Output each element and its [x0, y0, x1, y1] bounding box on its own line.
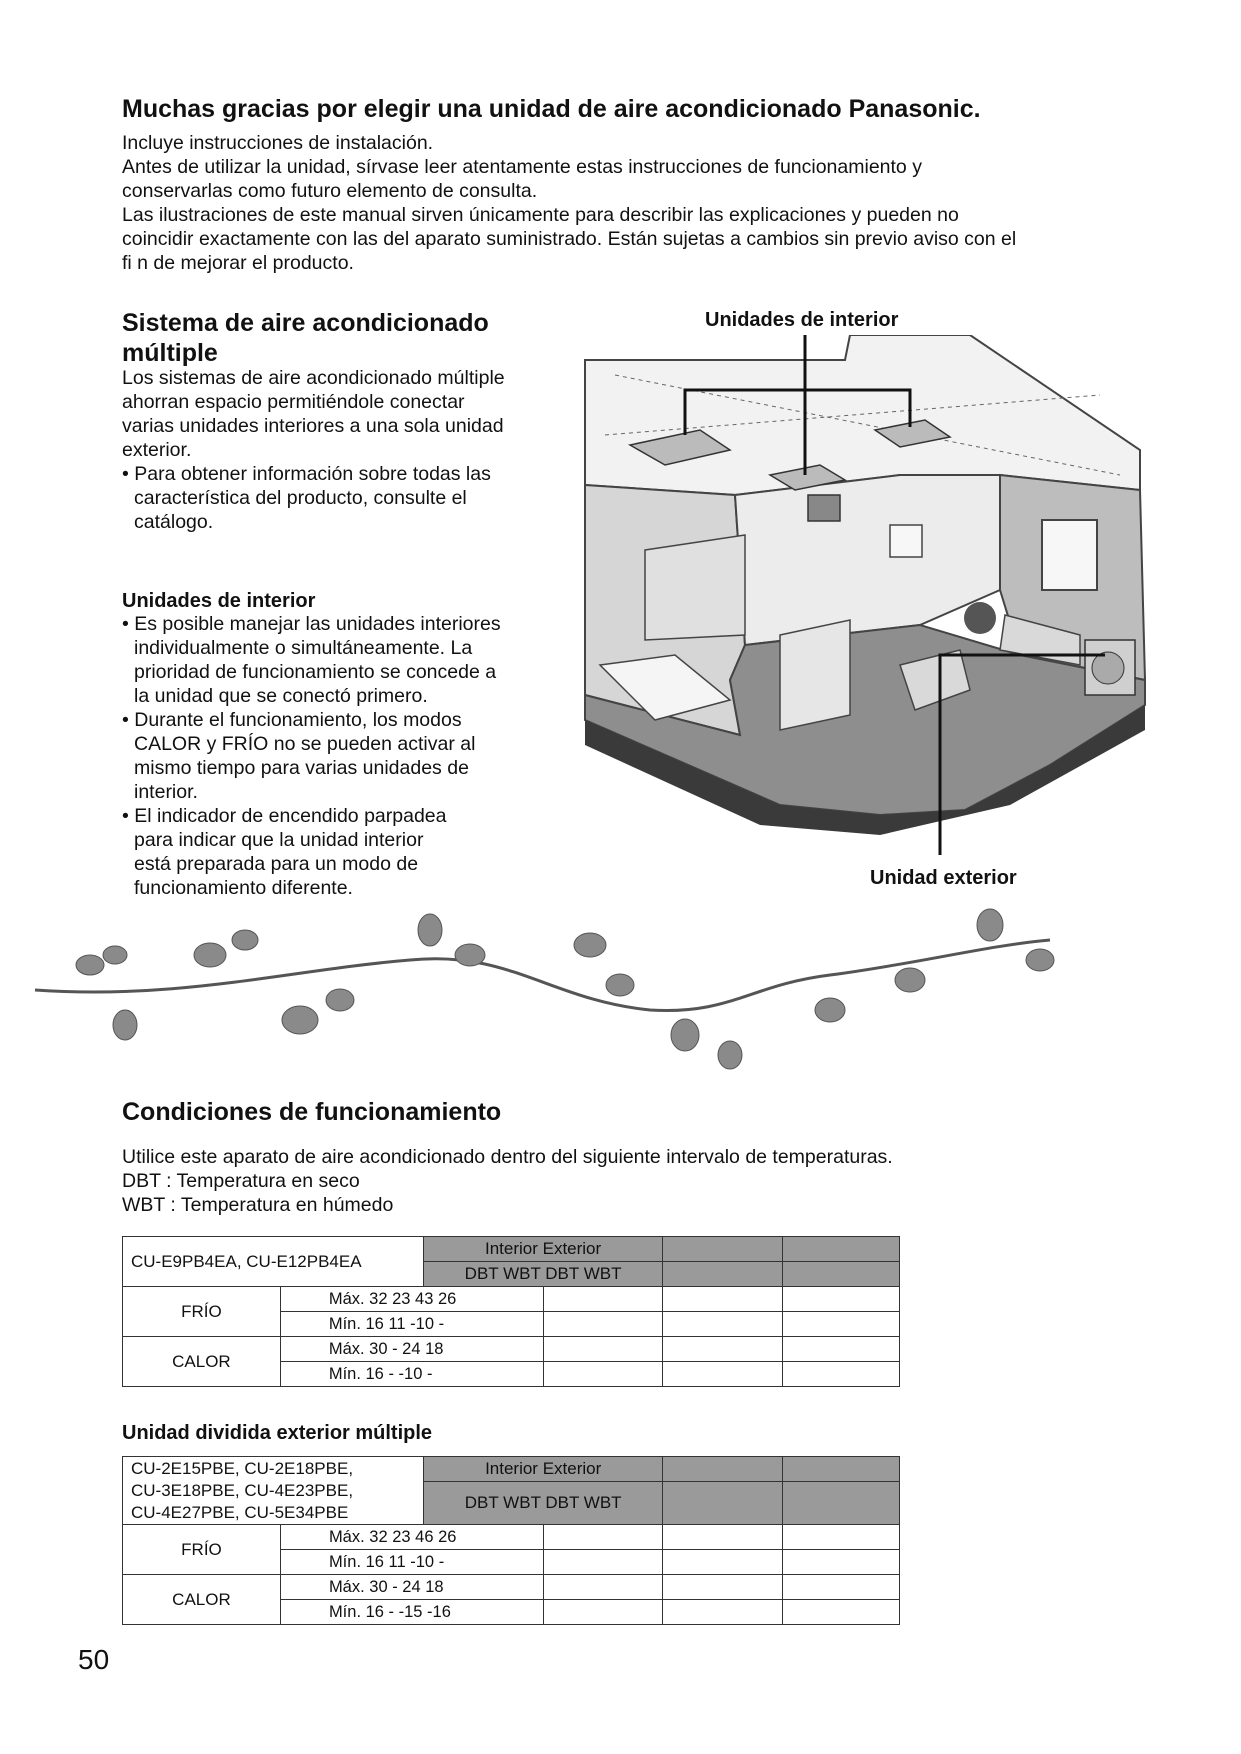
- plant: [964, 602, 996, 634]
- table-model-cell: [123, 1457, 424, 1525]
- system-line: catálogo.: [134, 511, 214, 533]
- system-line: característica del producto, consulte el: [134, 487, 467, 509]
- conditions-intro: Utilice este aparato de aire acondicionado dentro del siguiente intervalo de temperaturas.: [122, 1146, 893, 1168]
- page-number: 50: [78, 1644, 110, 1675]
- table-model-cell: CU-E9PB4EA, CU-E12PB4EA: [123, 1237, 424, 1287]
- intro-paragraph: [122, 131, 1016, 275]
- table-cell-empty: [543, 1575, 663, 1600]
- leaf: [815, 998, 845, 1022]
- wardrobe: [645, 535, 745, 640]
- leaf: [326, 989, 354, 1011]
- indoor-line: individualmente o simultáneamente. La: [134, 637, 473, 659]
- indoor-line: funcionamiento diferente.: [134, 877, 353, 899]
- indoor-line: CALOR y FRÍO no se pueden activar al: [134, 733, 476, 755]
- table-header-empty: [663, 1262, 783, 1287]
- intro-line: Incluye instrucciones de instalación.: [122, 132, 434, 154]
- table-cell-empty: [543, 1312, 663, 1337]
- leaf: [418, 914, 442, 946]
- leaf: [103, 946, 127, 964]
- system-paragraph: [122, 366, 505, 534]
- table-cell-empty: [543, 1362, 663, 1387]
- indoor-line: • El indicador de encendido parpadea: [122, 805, 447, 827]
- system-line: exterior.: [122, 439, 192, 461]
- conditions-wbt: WBT : Temperatura en húmedo: [122, 1194, 394, 1216]
- conditions-table-multi: [122, 1456, 900, 1625]
- system-line: ahorran espacio permitiéndole conectar: [122, 391, 465, 413]
- conditions-dbt: DBT : Temperatura en seco: [122, 1170, 360, 1192]
- table-header-sub: DBT WBT DBT WBT: [423, 1482, 663, 1525]
- table-cell-empty: [783, 1362, 900, 1387]
- table-header-top: Interior Exterior: [423, 1237, 663, 1262]
- table-row: Mín. 16 - -15 -16: [280, 1600, 543, 1625]
- indoor-line: prioridad de funcionamiento se concede a: [134, 661, 497, 683]
- leaf: [232, 930, 258, 950]
- multi-title: Unidad dividida exterior múltiple: [122, 1422, 433, 1444]
- table-row: Máx. 30 - 24 18: [280, 1575, 543, 1600]
- indoor-units-label: Unidades de interior: [705, 309, 899, 331]
- table-cell-empty: [543, 1287, 663, 1312]
- system-line: Los sistemas de aire acondicionado múltiple: [122, 367, 505, 389]
- back-wall: [735, 475, 1000, 645]
- leaf: [606, 974, 634, 996]
- conditions-table-single: [122, 1236, 900, 1387]
- indoor-line: • Durante el funcionamiento, los modos: [122, 709, 462, 731]
- table-header-top: Interior Exterior: [423, 1457, 663, 1482]
- outdoor-unit-fan: [1092, 652, 1124, 684]
- leaf: [455, 944, 485, 966]
- table-cell-empty: [663, 1525, 783, 1550]
- conditions-title: Condiciones de funcionamiento: [122, 1098, 502, 1126]
- leaf: [671, 1019, 699, 1051]
- table-header-empty: [663, 1237, 783, 1262]
- table-cell-empty: [543, 1600, 663, 1625]
- table-cell-empty: [783, 1337, 900, 1362]
- intro-line: coincidir exactamente con las del aparato suministrado. Están sujetas a cambios sin previo aviso con el: [122, 228, 1017, 250]
- table-cell-empty: [783, 1525, 900, 1550]
- room-illustration: [580, 335, 1155, 855]
- table-cell-empty: [783, 1287, 900, 1312]
- table-cell-empty: [783, 1550, 900, 1575]
- table-header-empty: [783, 1457, 900, 1482]
- indoor-paragraph: [122, 612, 501, 900]
- leaf: [194, 943, 226, 967]
- indoor-line: para indicar que la unidad interior: [134, 829, 424, 851]
- table-header-empty: [783, 1482, 900, 1525]
- wall-picture: [808, 495, 840, 521]
- table-row: Mín. 16 11 -10 -: [280, 1312, 543, 1337]
- table-header-empty: [663, 1457, 783, 1482]
- leaf: [977, 909, 1003, 941]
- intro-line: Antes de utilizar la unidad, sírvase leer atentamente estas instrucciones de funcionamiento y: [122, 156, 922, 178]
- indoor-line: mismo tiempo para varias unidades de: [134, 757, 469, 779]
- intro-title: Muchas gracias por elegir una unidad de aire acondicionado Panasonic.: [122, 95, 981, 123]
- table-header-empty: [783, 1262, 900, 1287]
- table-cell-empty: [663, 1312, 783, 1337]
- table-row: Máx. 32 23 43 26: [280, 1287, 543, 1312]
- table-mode-cold: FRÍO: [123, 1287, 281, 1337]
- indoor-title: Unidades de interior: [122, 590, 316, 612]
- window: [1042, 520, 1097, 590]
- leaf: [282, 1006, 318, 1034]
- system-title-line: Sistema de aire acondicionado: [122, 309, 489, 337]
- conditions-paragraph: [122, 1145, 893, 1217]
- system-title-line: múltiple: [122, 339, 218, 367]
- partition-wall: [780, 620, 850, 730]
- system-line: varias unidades interiores a una sola unidad: [122, 415, 504, 437]
- system-title: [122, 308, 489, 368]
- table-cell-empty: [783, 1575, 900, 1600]
- table-model-line: CU-4E27PBE, CU-5E34PBE: [131, 1502, 349, 1522]
- leaf: [895, 968, 925, 992]
- table-cell-empty: [663, 1600, 783, 1625]
- table-row: Mín. 16 - -10 -: [280, 1362, 543, 1387]
- intro-line: fi n de mejorar el producto.: [122, 252, 354, 274]
- table-cell-empty: [663, 1550, 783, 1575]
- table-mode-heat: CALOR: [123, 1575, 281, 1625]
- table-cell-empty: [663, 1337, 783, 1362]
- table-cell-empty: [663, 1575, 783, 1600]
- table-mode-cold: FRÍO: [123, 1525, 281, 1575]
- leaf: [574, 933, 606, 957]
- leaf: [113, 1010, 137, 1040]
- table-row: Mín. 16 11 -10 -: [280, 1550, 543, 1575]
- table-cell-empty: [543, 1525, 663, 1550]
- outdoor-unit-label: Unidad exterior: [870, 867, 1017, 889]
- table-cell-empty: [543, 1550, 663, 1575]
- leaf: [1026, 949, 1054, 971]
- table-header-sub: DBT WBT DBT WBT: [423, 1262, 663, 1287]
- indoor-line: interior.: [134, 781, 198, 803]
- intro-line: Las ilustraciones de este manual sirven únicamente para describir las explicaciones y pueden no: [122, 204, 959, 226]
- table-row: Máx. 32 23 46 26: [280, 1525, 543, 1550]
- indoor-line: • Es posible manejar las unidades interiores: [122, 613, 501, 635]
- table-header-empty: [783, 1237, 900, 1262]
- table-cell-empty: [783, 1312, 900, 1337]
- leaf: [718, 1041, 742, 1069]
- table-mode-heat: CALOR: [123, 1337, 281, 1387]
- indoor-line: está preparada para un modo de: [134, 853, 419, 875]
- leaf: [76, 955, 104, 975]
- table-cell-empty: [663, 1362, 783, 1387]
- table-model-line: CU-2E15PBE, CU-2E18PBE,: [131, 1458, 354, 1478]
- back-window: [890, 525, 922, 557]
- leaves-decoration: [30, 905, 1090, 1080]
- table-header-empty: [663, 1482, 783, 1525]
- table-row: Máx. 30 - 24 18: [280, 1337, 543, 1362]
- intro-line: conservarlas como futuro elemento de consulta.: [122, 180, 538, 202]
- table-model-line: CU-3E18PBE, CU-4E23PBE,: [131, 1480, 354, 1500]
- indoor-line: la unidad que se conectó primero.: [134, 685, 428, 707]
- table-cell-empty: [663, 1287, 783, 1312]
- system-line: • Para obtener información sobre todas las: [122, 463, 491, 485]
- table-cell-empty: [783, 1600, 900, 1625]
- table-cell-empty: [543, 1337, 663, 1362]
- ceiling: [585, 335, 1140, 495]
